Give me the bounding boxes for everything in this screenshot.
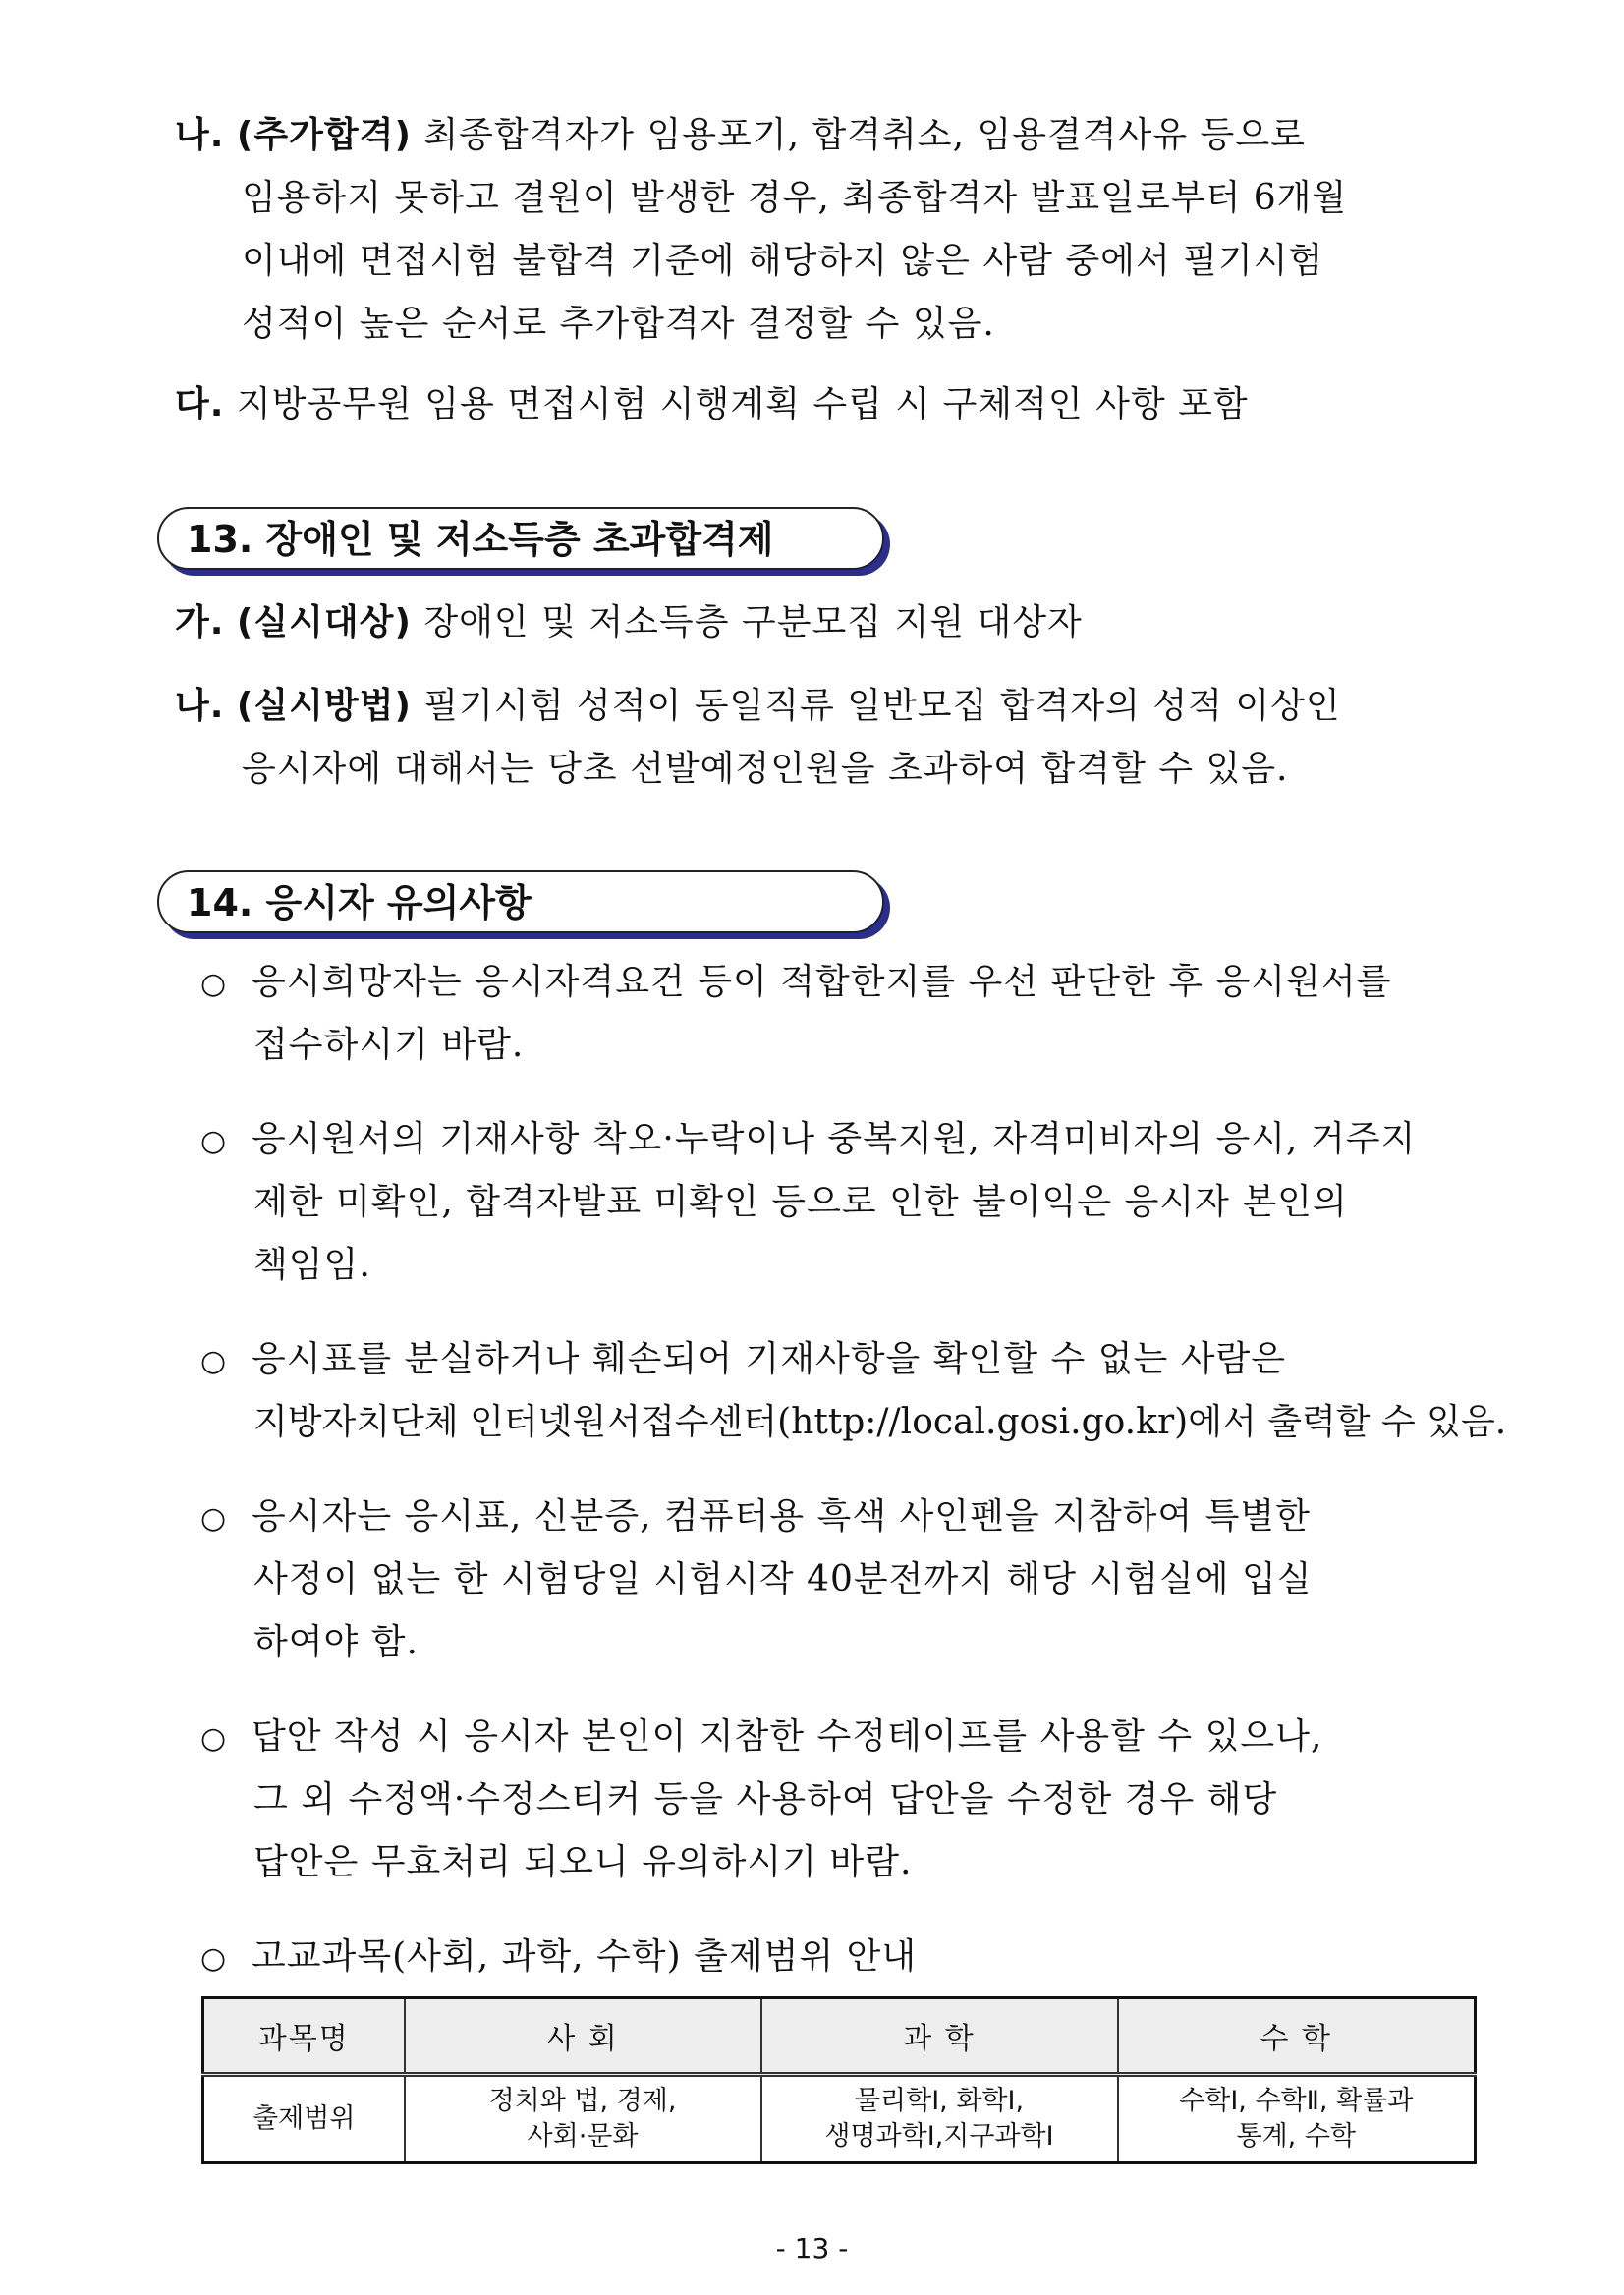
- item-tag: (실시대상): [236, 602, 412, 643]
- item-text: 최종합격자가 임용포기, 합격취소, 임용결격사유 등으로: [423, 115, 1306, 155]
- exam-scope-table: [201, 1996, 1477, 2164]
- cell-line: 사회·문화: [527, 2121, 639, 2152]
- item-na-extra-pass-line-4: 성적이 높은 순서로 추가합격자 결정할 수 있음.: [242, 304, 995, 344]
- cell-line: 정치와 법, 경제,: [488, 2086, 677, 2116]
- item-marker: 다.: [175, 384, 225, 424]
- bullet-2-line-3: 책임임.: [253, 1245, 371, 1285]
- cell-line: 수학Ⅰ, 수학Ⅱ, 확률과: [1179, 2086, 1414, 2116]
- bullet-text: 답안 작성 시 응시자 본인이 지참한 수정테이프를 사용할 수 있으나,: [252, 1716, 1323, 1757]
- item-tag: (추가합격): [236, 115, 412, 155]
- cell-line: 물리학Ⅰ, 화학Ⅰ,: [854, 2086, 1025, 2116]
- table-header-science: 과 학: [761, 1998, 1118, 2075]
- item-marker: 나.: [175, 115, 225, 155]
- cell-line: 생명과학Ⅰ,지구과학Ⅰ: [824, 2121, 1054, 2152]
- bullet-circle-icon: ○: [200, 967, 228, 1001]
- item-text: 장애인 및 저소득층 구분모집 지원 대상자: [423, 602, 1083, 643]
- table-cell-society: [405, 2075, 761, 2163]
- bullet-text: 응시희망자는 응시자격요건 등이 적합한지를 우선 판단한 후 응시원서를: [252, 962, 1392, 1002]
- table-header-subject: 과목명: [203, 1998, 405, 2075]
- bullet-5-line-1: [200, 1713, 1322, 1763]
- item-text: 지방공무원 임용 면접시험 시행계획 수립 시 구체적인 사항 포함: [236, 384, 1249, 424]
- item-ga-target-line: [175, 599, 1083, 646]
- section-14-heading-box: [157, 870, 884, 933]
- section-13-heading: 13. 장애인 및 저소득층 초과합격제: [187, 518, 774, 561]
- bullet-4-line-3: 하여야 함.: [253, 1622, 419, 1662]
- bullet-1-line-2: 접수하시기 바람.: [253, 1025, 525, 1065]
- bullet-circle-icon: ○: [200, 1344, 228, 1378]
- bullet-4-line-1: [200, 1493, 1311, 1542]
- bullet-5-line-2: 그 외 수정액·수정스티커 등을 사용하여 답안을 수정한 경우 해당: [253, 1779, 1278, 1819]
- item-da-line: [175, 381, 1249, 428]
- bullet-circle-icon: ○: [200, 1941, 228, 1976]
- table-header-society: 사 회: [405, 1998, 761, 2075]
- table-header-math: 수 학: [1118, 1998, 1476, 2075]
- item-na-extra-pass-line-2: 임용하지 못하고 결원이 발생한 경우, 최종합격자 발표일로부터 6개월: [242, 178, 1348, 218]
- section-13-heading-box: [157, 507, 884, 570]
- item-na-extra-pass-line-3: 이내에 면접시험 불합격 기준에 해당하지 않은 사람 중에서 필기시험: [242, 241, 1324, 281]
- bullet-5-line-3: 답안은 무효처리 되오니 유의하시기 바람.: [253, 1842, 913, 1882]
- bullet-3-line-2: 지방자치단체 인터넷원서접수센터(http://local.gosi.go.kr)에서 출력할 수 있음.: [253, 1402, 1507, 1442]
- cell-line: 통계, 수학: [1236, 2121, 1356, 2152]
- table-header-row: [203, 1998, 1476, 2075]
- item-marker: 가.: [175, 602, 225, 643]
- bullet-2-line-1: [200, 1116, 1416, 1165]
- item-na-extra-pass-line-1: [175, 112, 1306, 159]
- bullet-1-line-1: [200, 959, 1391, 1008]
- bullet-text: 응시표를 분실하거나 훼손되어 기재사항을 확인할 수 없는 사람은: [252, 1339, 1287, 1379]
- bullet-circle-icon: ○: [200, 1501, 228, 1536]
- bullet-3-line-1: [200, 1336, 1286, 1385]
- table-cell-science: [761, 2075, 1118, 2163]
- bullet-circle-icon: ○: [200, 1124, 228, 1158]
- table-row: [203, 2075, 1476, 2163]
- item-tag: (실시방법): [236, 686, 412, 726]
- item-na-method-line-1: [175, 683, 1341, 730]
- page-number: - 13 -: [775, 2232, 849, 2265]
- section-14-heading: 14. 응시자 유의사항: [187, 881, 532, 924]
- table-cell-math: [1118, 2075, 1476, 2163]
- bullet-4-line-2: 사정이 없는 한 시험당일 시험시작 40분전까지 해당 시험실에 입실: [253, 1559, 1313, 1599]
- bullet-text: 응시자는 응시표, 신분증, 컴퓨터용 흑색 사인펜을 지참하여 특별한: [252, 1496, 1311, 1537]
- bullet-2-line-2: 제한 미확인, 합격자발표 미확인 등으로 인한 불이익은 응시자 본인의: [253, 1182, 1348, 1222]
- item-text: 필기시험 성적이 동일직류 일반모집 합격자의 성적 이상인: [423, 686, 1341, 726]
- bullet-6-line-1: [200, 1933, 917, 1983]
- bullet-circle-icon: ○: [200, 1721, 228, 1756]
- item-na-method-line-2: 응시자에 대해서는 당초 선발예정인원을 초과하여 합격할 수 있음.: [242, 749, 1289, 789]
- bullet-text: 고교과목(사회, 과학, 수학) 출제범위 안내: [252, 1936, 918, 1977]
- item-marker: 나.: [175, 686, 225, 726]
- table-row-label: 출제범위: [203, 2075, 405, 2163]
- bullet-text: 응시원서의 기재사항 착오·누락이나 중복지원, 자격미비자의 응시, 거주지: [252, 1119, 1417, 1159]
